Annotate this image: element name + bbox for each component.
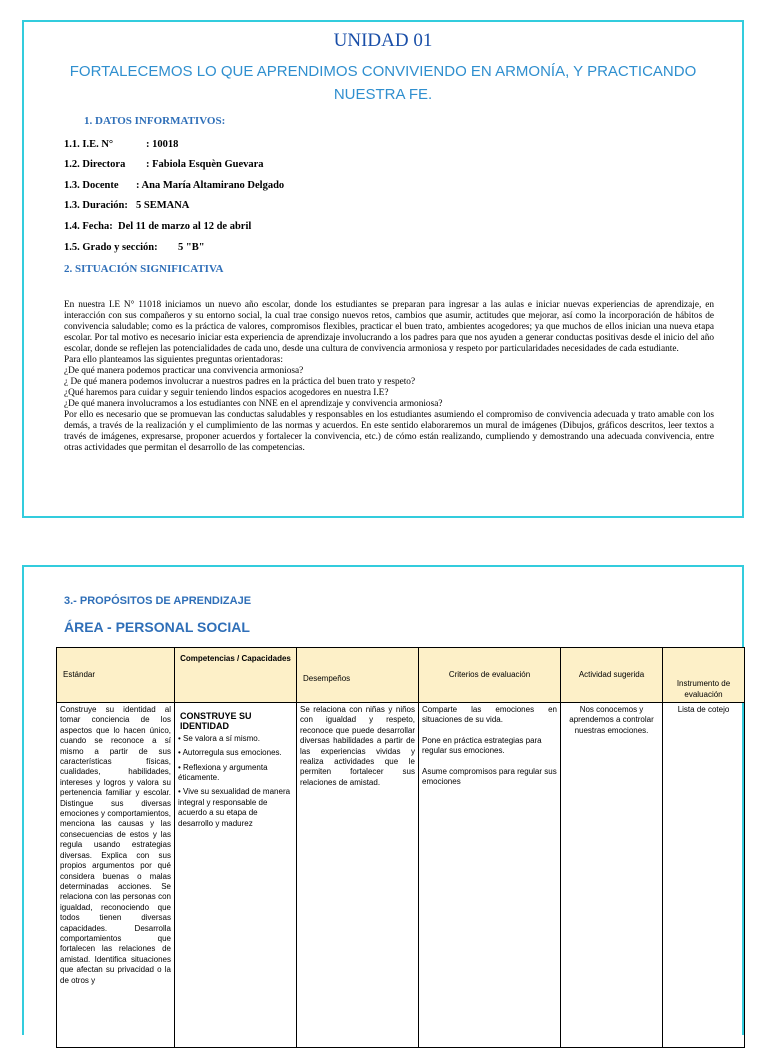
cell-estandar: Construye su identidad al tomar conciencia de los aspectos que lo hacen único, cuando se reconoce a sí mismo a partir de sus características físicas, cualidades, habilidades, intereses y logros y valora su pertenencia familiar y escolar. Distingue sus diversas emociones y comportamientos, menciona las causas y las consecuencias de estos y las regula usando estrategias diversas. Explica con sus propios argumentos por qué considera buenas o malas determinadas acciones. Se relaciona con las personas con igualdad, reconociendo que todos tienen diversas capacidades. Desarrolla comportamientos que fortalecen las relaciones de amistad. Identifica situaciones que afectan su privacidad o la de otros y [57, 703, 175, 1048]
section-situacion-significativa: 2. SITUACIÓN SIGNIFICATIVA [64, 263, 224, 275]
capacidad-item: • Se valora a sí mismo. [178, 733, 260, 743]
propositos-title: 3.- PROPÓSITOS DE APRENDIZAJE [64, 595, 252, 607]
situacion-text [64, 300, 714, 454]
header-instrumento: Instrumento de evaluación [663, 648, 745, 703]
question: ¿ De qué manera podemos involucrar a nuestros padres en la práctica del buen trato y respeto? [64, 377, 416, 387]
area-title: ÁREA - PERSONAL SOCIAL [64, 619, 250, 635]
criterio-item: Asume compromisos para regular sus emociones [422, 766, 557, 787]
document-page-1 [22, 20, 744, 518]
paragraph: Por ello es necesario que se promuevan las conductas saludables y responsables en los estudiantes asumiendo el compromiso de convivencia adecuada y trato amable con los demás, a través de la realización y el cumplimiento de las normas y acuerdos. En este sentido elaboraremos un mural de imágenes (Dibujos, gráficos descritos, leer textos a través de imágenes, expresarse, proponer acuerdos y fortalecer la convivencia, etc.) de cómo están realizando, cumpliendo y demostrando una adecuada convivencia, entre otras actividades que permitan el desarrollo de las competencias. [64, 410, 714, 453]
competencia-title: CONSTRUYE SU IDENTIDAD [180, 711, 252, 732]
cell-instrumento: Lista de cotejo [663, 703, 745, 1048]
info-line-grado: 1.5. Grado y sección: 5 "B" [64, 242, 205, 253]
info-line-fecha: 1.4. Fecha: Del 11 de marzo al 12 de abril [64, 221, 252, 232]
header-actividad: Actividad sugerida [561, 648, 663, 703]
cell-criterios [419, 703, 561, 1048]
cell-actividad: Nos conocemos y aprendemos a controlar nuestras emociones. [561, 703, 663, 1048]
criterio-item: Comparte las emociones en situaciones de su vida. [422, 705, 557, 725]
capacidad-item: • Autorregula sus emociones. [178, 748, 282, 758]
cell-competencias [175, 703, 297, 1048]
question: ¿Qué haremos para cuidar y seguir teniendo lindos espacios acogedores en nuestra I.E? [64, 388, 389, 398]
info-line-directora: 1.2. Directora : Fabiola Esquèn Guevara [64, 159, 264, 170]
cell-desempenos: Se relaciona con niñas y niños con igualdad y respeto, reconoce que puede desarrollar diversas habilidades a partir de las experiencias vividas y realiza actividades que le permiten fortalecer sus relaciones de amistad. [297, 703, 419, 1048]
document-page-2 [22, 565, 744, 1035]
propositos-table [56, 647, 745, 1048]
info-line-duracion: 1.3. Duración: 5 SEMANA [64, 200, 190, 211]
criterio-item: Pone en práctica estrategias para regular sus emociones. [422, 735, 542, 756]
table-row [57, 703, 745, 1048]
header-desempenos: Desempeños [297, 648, 419, 703]
info-line-docente: 1.3. Docente : Ana María Altamirano Delgado [64, 180, 285, 191]
paragraph: En nuestra I.E N° 11018 iniciamos un nuevo año escolar, donde los estudiantes se preparan para ingresar a las aulas e iniciar nuevas experiencias de aprendizaje, en interacción con sus compañeros y su entorno social, la cual trae consigo nuevos retos, cambios que asumir, actitudes que mejorar, así como la incorporación de hábitos de convivencia saludable; como es la práctica de valores, compromisos flexibles, practicar el buen trato, ambientes acogedores; ya que muchos de ellos inician una nueva etapa escolar. Por tal motivo es necesario iniciar esta experiencia de aprendizaje involucrando a los padres para que nos ayuden a generar conductas positivas desde el inicio del año escolar, donde se reflejen las potencialidades de cada uno, desde una cultura de convivencia armoniosa y respeto por particularidades necesidades de cada estudiante. [64, 300, 714, 354]
unit-title: UNIDAD 01 [333, 30, 433, 51]
info-line-ie: 1.1. I.E. N° : 10018 [64, 139, 179, 150]
header-competencias: Competencias / Capacidades [175, 648, 297, 703]
question: ¿De qué manera podemos practicar una convivencia armoniosa? [64, 366, 304, 376]
paragraph: Para ello planteamos las siguientes preguntas orientadoras: [64, 355, 283, 365]
capacidad-item: • Reflexiona y argumenta éticamente. [178, 762, 268, 783]
header-criterios: Criterios de evaluación [419, 648, 561, 703]
table-header-row [57, 648, 745, 703]
main-title: FORTALECEMOS LO QUE APRENDIMOS CONVIVIENDO EN ARMONÍA, Y PRACTICANDO NUESTRA FE. [69, 63, 697, 103]
question: ¿De qué manera involucramos a los estudiantes con NNE en el aprendizaje y convivencia armoniosa? [64, 399, 443, 409]
header-estandar: Estándar [57, 648, 175, 703]
section-datos-informativos: 1. DATOS INFORMATIVOS: [84, 115, 226, 127]
capacidad-item: • Vive su sexualidad de manera integral y responsable de acuerdo a su etapa de desarrollo y madurez [178, 787, 291, 828]
